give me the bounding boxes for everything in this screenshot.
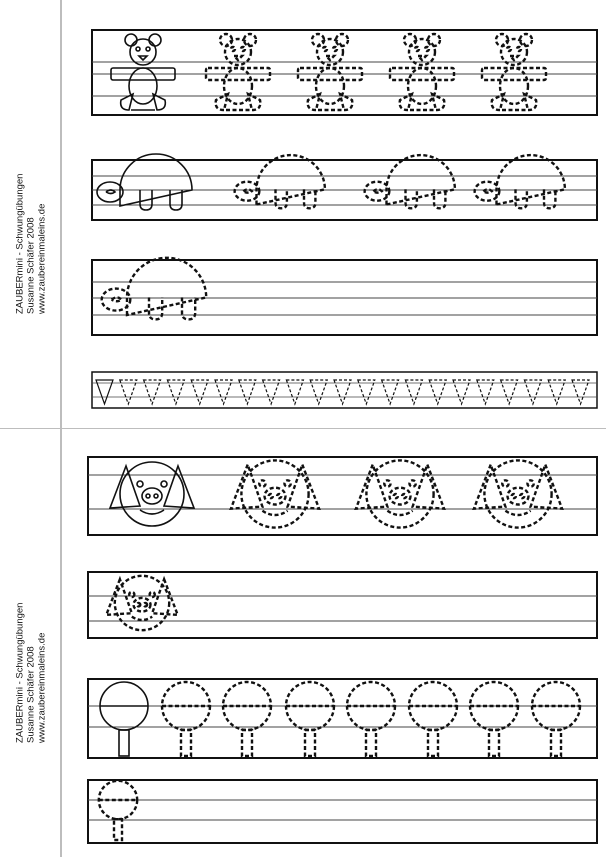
triangle-trace (310, 380, 327, 404)
credit-title: ZAUBERmini - Schwungübungen (14, 602, 26, 743)
tree-trace-3 (286, 682, 334, 756)
turtle-trace-1 (235, 155, 325, 208)
pig-face-icon (110, 462, 194, 526)
triangle-trace (120, 380, 137, 404)
triangle-trace (382, 380, 399, 404)
triangle-trace (405, 380, 422, 404)
turtle-trace-2 (365, 155, 455, 208)
triangle-trace (453, 380, 470, 404)
pig-face-trace-single (106, 576, 177, 630)
triangle-trace (334, 380, 351, 404)
triangle-trace (215, 380, 232, 404)
triangle-trace (524, 380, 541, 404)
tree-trace-2 (223, 682, 271, 756)
tree-icon (100, 682, 148, 756)
credit-author: Susanne Schäfer 2008 (25, 646, 37, 743)
tree-trace-1 (162, 682, 210, 756)
triangle-trace (144, 380, 161, 404)
triangle-trace (477, 380, 494, 404)
triangle-trace (429, 380, 446, 404)
triangle-trace (286, 380, 303, 404)
teddy-bear-trace-4 (482, 34, 546, 110)
triangle-trace (358, 380, 375, 404)
triangle-trace (263, 380, 280, 404)
triangle-trace (191, 380, 208, 404)
triangle-trace (501, 380, 518, 404)
triangle-icon (96, 380, 113, 404)
teddy-bear-trace-2 (298, 34, 362, 110)
tree-trace-4 (347, 682, 395, 756)
triangle-trace (572, 380, 589, 404)
tree-trace-6 (470, 682, 518, 756)
triangle-trace (548, 380, 565, 404)
tree-trace-single (99, 781, 137, 840)
credit-author: Susanne Schäfer 2008 (25, 217, 37, 314)
credit-website: www.zaubereinmaleins.de (36, 632, 48, 743)
tree-trace-7 (532, 682, 580, 756)
pig-face-trace-3 (474, 460, 562, 527)
turtle-trace-3 (475, 155, 565, 208)
credit-website: www.zaubereinmaleins.de (36, 203, 48, 314)
exercise-turtle (92, 160, 597, 220)
teddy-bear-trace-1 (206, 34, 270, 110)
turtle-icon (97, 154, 192, 210)
pig-face-trace-2 (356, 460, 444, 527)
tree-trace-5 (409, 682, 457, 756)
credit-title: ZAUBERmini - Schwungübungen (14, 173, 26, 314)
triangle-trace (239, 380, 256, 404)
teddy-bear-trace-3 (390, 34, 454, 110)
exercise-turtle-free (92, 260, 597, 335)
teddy-bear-icon (111, 34, 175, 110)
turtle-trace-single (102, 258, 207, 320)
exercise-zigzag (92, 372, 597, 408)
triangle-trace (167, 380, 184, 404)
exercise-tree-free (88, 780, 597, 843)
pig-face-trace-1 (231, 460, 319, 527)
